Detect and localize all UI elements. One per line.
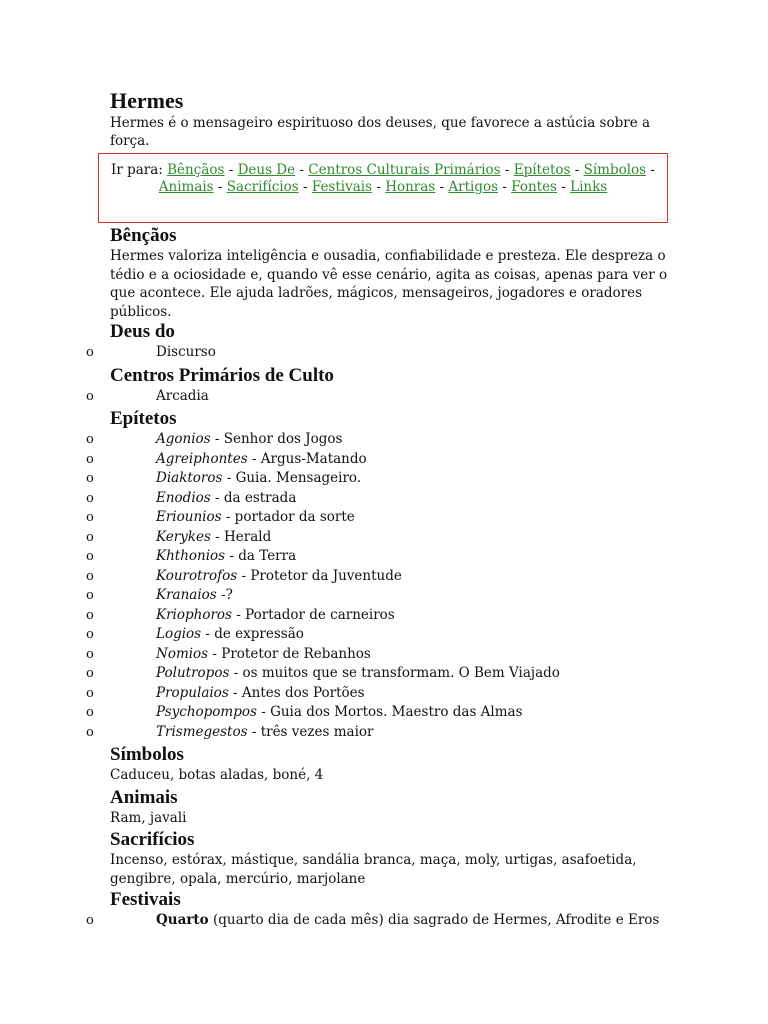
list-item (86, 684, 670, 704)
list-item (86, 664, 670, 684)
bullet-icon: o (86, 345, 94, 360)
toc-sep: - (299, 162, 309, 178)
toc-sep: - (650, 162, 655, 178)
section-bencaos (110, 225, 670, 321)
list-item: o Discurso (110, 343, 670, 363)
heading-festivais: Festivais (110, 889, 181, 910)
epithet-name: Kranaios (156, 587, 217, 603)
bullet-icon: o (86, 724, 94, 740)
epithet-desc: - de expressão (201, 626, 304, 642)
heading-centros: Centros Primários de Culto (110, 365, 334, 386)
epithet-name: Nomios (156, 645, 209, 662)
bullet-icon: o (86, 471, 94, 486)
epithet-desc: - portador da sorte (221, 509, 355, 525)
heading-animais: Animais (110, 787, 178, 808)
epithet-name: Agonios (156, 431, 211, 447)
section-sacrificios (110, 829, 670, 888)
section-animais (110, 787, 670, 828)
deus-do-list (86, 343, 670, 363)
bullet-icon: o (86, 666, 94, 681)
epithet-name: Diaktoros (156, 470, 223, 486)
epithet-name: Khthonios (156, 548, 226, 564)
bullet-icon: o (86, 568, 94, 584)
list-item: o Arcadia (110, 387, 670, 407)
bullet-icon: o (86, 451, 94, 467)
toc-link-honras[interactable]: Honras (385, 179, 436, 195)
epithet-desc: - Guia dos Mortos. Maestro das Almas (256, 704, 523, 720)
list-item (86, 450, 670, 470)
list-item (86, 528, 670, 548)
bullet-icon: o (86, 389, 94, 404)
list-item (86, 723, 670, 743)
toc-sep: - (302, 179, 312, 195)
epithet-desc: - três vezes maior (247, 723, 374, 740)
bullet-icon: o (86, 627, 94, 642)
list-item (86, 469, 670, 489)
heading-simbolos: Símbolos (110, 744, 184, 765)
epithet-name: Enodios (156, 489, 211, 506)
epithet-desc: - Antes dos Portões (228, 684, 365, 701)
bullet-icon: o (86, 490, 94, 506)
list-item (86, 586, 670, 606)
list-item (86, 430, 670, 450)
epithet-desc: - da estrada (210, 489, 297, 506)
toc-sep: - (502, 179, 512, 195)
epithet-desc: - Guia. Mensageiro. (222, 470, 362, 486)
animais-text: Ram, javali (110, 810, 187, 826)
epithet-name: Kourotrofos (156, 567, 238, 584)
epithet-desc: - Senhor dos Jogos (210, 431, 343, 447)
epithet-desc: - Protetor de Rebanhos (208, 645, 371, 662)
sacrificios-text: Incenso, estórax, mástique, sandália branca, maça, moly, urtigas, asafoetida, gengibre, opala, mercúrio, marjolane (110, 852, 637, 887)
list-item (86, 508, 670, 528)
list-item (86, 489, 670, 509)
toc-link-festivais[interactable]: Festivais (311, 179, 373, 195)
page-title: Hermes (110, 88, 184, 113)
epithet-name: Eriounios (156, 509, 222, 525)
bullet-icon: o (86, 588, 94, 603)
toc-link-epitetos[interactable]: Epítetos (513, 162, 571, 178)
heading-deus-do: Deus do (110, 321, 175, 342)
toc-link-bencaos[interactable]: Bênçãos (167, 162, 225, 178)
bencaos-text: Hermes valoriza inteligência e ousadia, confiabilidade e presteza. Ele despreza o tédio e a ociosidade e, quando vê esse cenário, agita as coisas, apenas para ver o que acontece. Ele ajuda ladrões, mágicos, mensageiros, jogadores e oradores públicos. (110, 248, 668, 320)
bullet-icon: o (86, 432, 94, 447)
bullet-icon: o (86, 510, 94, 525)
list-item: o Quarto (quarto dia de cada mês) dia sagrado de Hermes, Afrodite e Eros (110, 911, 670, 931)
centros-list (86, 387, 670, 407)
epithet-name: Trismegestos (156, 723, 248, 740)
toc-link-simbolos[interactable]: Símbolos (583, 162, 647, 178)
epitetos-list (86, 430, 670, 742)
toc-sep: - (376, 179, 386, 195)
toc-link-links[interactable]: Links (570, 179, 608, 195)
toc-sep: - (504, 162, 514, 178)
bullet-icon: o (86, 913, 94, 928)
header-block (110, 88, 670, 150)
toc-prefix: Ir para: (111, 162, 168, 178)
list-item (86, 625, 670, 645)
epithet-name: Psychopompos (156, 704, 257, 720)
list-item (86, 567, 670, 587)
epithet-desc: - Argus-Matando (247, 450, 367, 467)
section-deus-do (86, 321, 670, 363)
toc-sep: - (228, 162, 238, 178)
epithet-name: Propulaios (156, 684, 229, 701)
festivais-list (86, 911, 670, 931)
epithet-desc: - Protetor da Juventude (237, 567, 402, 584)
simbolos-text: Caduceu, botas aladas, boné, 4 (110, 767, 324, 783)
epithet-desc: - os muitos que se transformam. O Bem Viajado (229, 665, 560, 681)
section-centros (86, 365, 670, 407)
epithet-name: Kriophoros (156, 606, 232, 623)
toc-sep: - (574, 162, 584, 178)
list-item (86, 703, 670, 723)
toc-link-centros[interactable]: Centros Culturais Primários (308, 162, 501, 178)
epithet-desc: - Herald (210, 528, 272, 545)
toc-link-fontes[interactable]: Fontes (511, 179, 557, 195)
toc-line-1 (109, 162, 657, 196)
toc-sep: - (439, 179, 449, 195)
section-festivais (86, 889, 670, 931)
epithet-name: Polutropos (156, 665, 230, 681)
heading-sacrificios: Sacrifícios (110, 829, 195, 850)
epithet-name: Agreiphontes (156, 450, 248, 467)
bullet-icon: o (86, 685, 94, 701)
list-item (86, 606, 670, 626)
intro-paragraph: Hermes é o mensageiro espirituoso dos deuses, que favorece a astúcia sobre a força. (110, 115, 651, 149)
list-item (86, 645, 670, 665)
toc-link-sacrificios[interactable]: Sacrifícios (226, 179, 299, 195)
table-of-contents (98, 153, 668, 223)
toc-link-artigos[interactable]: Artigos (448, 179, 499, 195)
epithet-name: Kerykes (156, 528, 211, 545)
bullet-icon: o (86, 549, 94, 564)
epithet-desc: - da Terra (225, 548, 297, 564)
toc-sep: - (217, 179, 227, 195)
section-epitetos (86, 408, 670, 742)
toc-link-deus-de[interactable]: Deus De (237, 162, 296, 178)
bullet-icon: o (86, 705, 94, 720)
list-item (86, 547, 670, 567)
epithet-desc: -? (216, 587, 233, 603)
bullet-icon: o (86, 607, 94, 623)
heading-epitetos: Epítetos (110, 408, 177, 429)
heading-bencaos: Bênçãos (110, 225, 177, 246)
bullet-icon: o (86, 529, 94, 545)
epithet-desc: - Portador de carneiros (231, 606, 395, 623)
section-simbolos (110, 744, 670, 785)
toc-link-animais[interactable]: Animais (158, 179, 214, 195)
toc-sep: - (561, 179, 571, 195)
epithet-name: Logios (156, 626, 202, 642)
bullet-icon: o (86, 646, 94, 662)
